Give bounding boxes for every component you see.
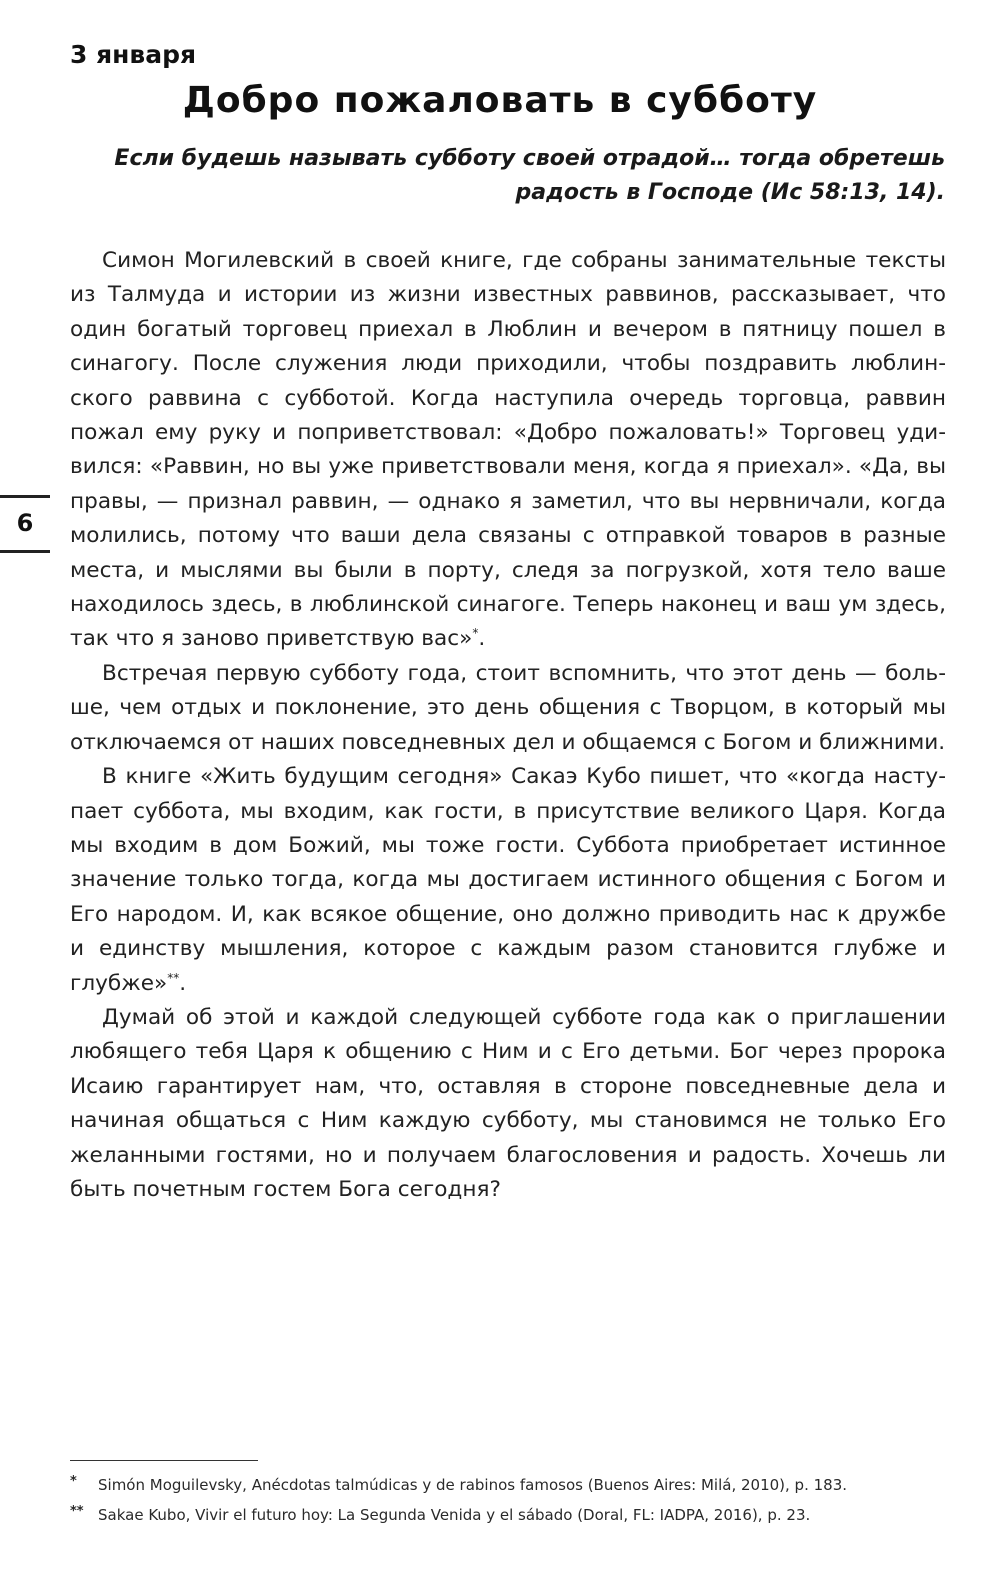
footnote-reference: * <box>472 626 479 641</box>
paragraph-text: В книге «Жить будущим сегодня» Сакаэ Кубо пишет, что «когда наступает суббота, мы входим, как гости, в присутствие великого Царя. Когда мы входим в дом Божий, мы тоже гости. Суббота приобретает истинное значение только тогда, когда мы достигаем истинного общения с Богом и Его народом. И, как всякое общение, оно должно приводить нас к дружбе и единству мышления, которое с каждым разом становится глубже и глубже» <box>70 764 946 996</box>
page-number: 6 <box>16 509 34 537</box>
paragraph <box>70 657 946 760</box>
paragraph: В книге «Жить будущим сегодня» Сакаэ Кубо пишет, что «когда наступает суббота, мы входим, как гости, в присутствие великого Царя. Когда мы входим в дом Божий, мы тоже гости. Суббота приобретает истинное значение только тогда, когда мы достигаем истинного общения с Богом и Его народом. И, как всякое общение, оно должно приводить нас к дружбе и единству мышления, которое с каждым разом становится глубже и глубже»**. <box>70 764 946 996</box>
paragraph: Симон Могилевский в своей книге, где собраны занимательные тексты из Талмуда и истории из жизни известных раввинов, рассказывает, что один богатый торговец приехал в Люблин и вечером в пятницу пошел в синагогу. После служения люди приходили, чтобы поздравить люблинского раввина с субботой. Когда наступила очередь торговца, раввин пожал ему руку и поприветствовал: «Добро пожаловать!» Торговец удивился: «Раввин, но вы уже приветствовали меня, когда я приехал». «Да, вы правы, — признал раввин, — однако я заметил, что вы нервничали, когда молились, потому что ваши дела связаны с отправкой товаров в разные места, и мыслями вы были в порту, следя за погрузкой, хотя тело ваше находилось здесь, в люблинской синагоге. Теперь наконец и ваш ум здесь, так что я заново приветствую вас»*. <box>70 248 946 652</box>
page-title: Добро пожаловать в субботу <box>182 80 818 121</box>
footnote <box>70 1500 950 1530</box>
page-number-marker <box>0 495 52 555</box>
footnotes <box>70 1470 950 1530</box>
footnote-divider <box>70 1460 258 1461</box>
footnote-text: Simón Moguilevsky, Anécdotas talmúdicas y de rabinos famosos (Buenos Aires: Milá, 2010), p. 183. <box>98 1476 848 1494</box>
footnote-reference: ** <box>167 970 180 985</box>
epigraph-line-1: Если будешь называть субботу своей отрадой… тогда обретешь <box>114 146 945 171</box>
footnote-marker: * <box>70 1474 77 1489</box>
epigraph <box>70 142 945 210</box>
paragraph-text: Симон Могилевский в своей книге, где собраны занимательные тексты из Талмуда и истории из жизни известных раввинов, рассказывает, что один богатый торговец приехал в Люблин и вечером в пятницу пошел в синагогу. После служения люди приходили, чтобы поздравить люблинского раввина с субботой. Когда наступила очередь торговца, раввин пожал ему руку и поприветствовал: «Добро пожаловать!» Торговец удивился: «Раввин, но вы уже приветствовали меня, когда я приехал». «Да, вы правы, — признал раввин, — однако я заметил, что вы нервничали, когда молились, потому что ваши дела связаны с отправкой товаров в разные места, и мыслями вы были в порту, следя за погрузкой, хотя тело ваше находилось здесь, в люблинской синагоге. Теперь наконец и ваш ум здесь, так что я заново приветствую вас» <box>70 248 946 652</box>
page-number-rule-top <box>0 495 50 498</box>
body-text <box>70 244 946 1207</box>
footnote <box>70 1470 950 1500</box>
page-number-rule-bottom <box>0 550 50 553</box>
footnote-text: Sakae Kubo, Vivir el futuro hoy: La Segunda Venida y el sábado (Doral, FL: IADPA, 2016), p. 23. <box>98 1506 811 1524</box>
paragraph <box>70 1001 946 1207</box>
page-date: 3 января <box>70 40 197 69</box>
epigraph-line-2: радость в Господе (Ис 58:13, 14). <box>515 180 945 205</box>
footnote-marker: ** <box>70 1504 84 1519</box>
paragraph-text: Встречая первую субботу года, стоит вспомнить, что этот день — больше, чем отдых и поклонение, это день общения с Творцом, в который мы отключаемся от наших повседневных дел и общаемся с Богом и ближними. <box>70 660 946 755</box>
paragraph-text: Думай об этой и каждой следующей субботе года как о приглашении любящего тебя Царя к общению с Ним и с Его детьми. Бог через пророка Исаию гарантирует нам, что, оставляя в стороне повседневные дела и начиная общаться с Ним каждую субботу, мы становимся не только Его желанными гостями, но и получаем благословения и радость. Хочешь ли быть почетным гостем Бога сегодня? <box>70 1004 946 1202</box>
